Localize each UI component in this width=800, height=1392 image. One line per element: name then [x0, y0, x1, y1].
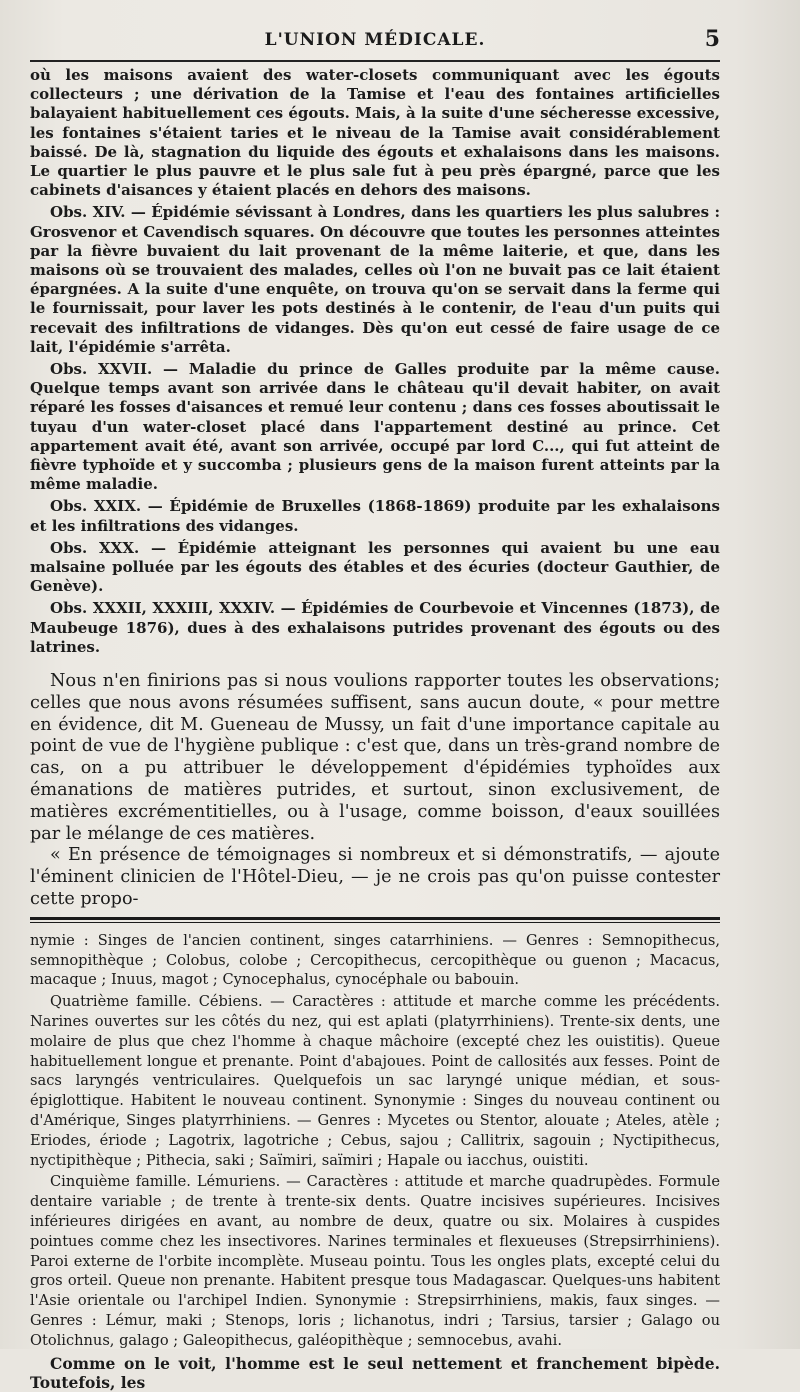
header-rule [30, 60, 720, 62]
closing-line: Comme on le voit, l'homme est le seul nettement et franchement bipède. Toutefois, les [30, 1353, 720, 1392]
page-header [30, 26, 720, 60]
paragraph-intro: où les maisons avaient des water-closets communiquant avec les égouts collecteurs ; une dérivation de la Tamise et l'eau des fontaines artificielles balayaient habituellement ces égouts. Mais, à la suite d'une sécheresse excessive, les fontaines s'étaient taries et le niveau de la Tamise avait considérablement baissé. De là, stagnation du liquide des égouts et exhalaisons dans les maisons. Le quartier le plus pauvre et le plus sale fut à peu près épargné, parce que les cabinets d'aisances y étaient placés en dehors des maisons. [30, 66, 720, 200]
footnote-cebiens: Quatrième famille. Cébiens. — Caractères : attitude et marche comme les précédents. Narines ouvertes sur les côtés du nez, qui est aplati (platyrrhiniens). Trente-six dents, une molaire de plus que chez l'homme à chaque mâchoire (excepté chez les ouistitis). Queue habituellement longue et prenante. Point d'abajoues. Point de callosités aux fesses. Point de sacs laryngés ventriculaires. Quelquefois un sac laryngé unique médian, et sous-épiglottique. Habitent le nouveau continent. Synonymie : Singes du nouveau continent ou d'Amérique, Singes platyrrhiniens. — Genres : Mycetes ou Stentor, alouate ; Ateles, atèle ; Eriodes, ériode ; Lagotrix, lagotriche ; Cebus, sajou ; Callitrix, sagouin ; Nyctipithecus, nyctipithèque ; Pithecia, saki ; Saïmiri, saïmiri ; Hapale ou iacchus, ouistiti. [30, 993, 720, 1169]
footnote-separator [30, 917, 720, 923]
footnote-synonymy: nymie : Singes de l'ancien continent, singes catarrhiniens. — Genres : Semnopithecus, semnopithèque ; Colobus, colobe ; Cercopithecus, cercopithèque ou guenon ; Macacus, macaque ; Inuus, magot ; Cynocephalus, cynocéphale ou babouin. [30, 931, 720, 989]
page-number: 5 [704, 26, 720, 52]
observation-29: Obs. XXIX. — Épidémie de Bruxelles (1868-1869) produite par les exhalaisons et les infiltrations des vidanges. [30, 497, 720, 535]
observation-30: Obs. XXX. — Épidémie atteignant les personnes qui avaient bu une eau malsaine polluée par les égouts des étables et des écuries (docteur Gauthier, de Genève). [30, 538, 720, 596]
footnote-lemuriens: Cinquième famille. Lémuriens. — Caractères : attitude et marche quadrupèdes. Formule dentaire variable ; de trente à trente-six dents. Quatre incisives supérieures. Incisives inférieures dirigées en avant, au nombre de deux, quatre ou six. Molaires à cuspides pointues comme chez les insectivores. Narines terminales et flexueuses (Strepsirrhiniens). Paroi externe de l'orbite incomplète. Museau pointu. Tous les ongles plats, excepté celui du gros orteil. Queue non prenante. Habitent presque tous Madagascar. Quelques-uns habitent l'Asie orientale ou l'archipel Indien. Synonymie : Strepsirrhiniens, makis, faux singes. — Genres : Lémur, maki ; Stenops, loris ; lichanotus, indri ; Tarsius, tarsier ; Galago ou Otolichnus, galago ; Galeopithecus, galéopithèque ; semnocebus, avahi. [30, 1173, 720, 1349]
running-title: L'UNION MÉDICALE. [264, 30, 486, 50]
observation-32-34: Obs. XXXII, XXXIII, XXXIV. — Épidémies de Courbevoie et Vincennes (1873), de Maubeuge 1876), dues à des exhalaisons putrides provenant des égouts ou des latrines. [30, 599, 720, 656]
conclusion-paragraph: Nous n'en finirions pas si nous voulions rapporter toutes les observations; celles que nous avons résumées suffisent, sans aucun doute, « pour mettre en évidence, dit M. Gueneau de Mussy, un fait d'une importance capitale au point de vue de l'hygiène publique : c'est que, dans un très-grand nombre de cas, on a pu attribuer le développement d'épidémies typhoïdes aux émanations de matières putrides, et surtout, sinon exclusivement, de matières excrémentitielles, ou à l'usage, comme boisson, d'eaux souillées par le mélange de ces matières. [30, 671, 720, 844]
quote-paragraph: « En présence de témoignages si nombreux et si démonstratifs, — ajoute l'éminent clinicien de l'Hôtel-Dieu, — je ne crois pas qu'on puisse contester cette propo- [30, 845, 720, 910]
observation-27: Obs. XXVII. — Maladie du prince de Galles produite par la même cause. Quelque temps avant son arrivée dans le château qu'il devait habiter, on avait réparé les fosses d'aisances et remué leur contenu ; dans ces fosses aboutissait le tuyau d'un water-closet placé dans l'appartement destiné au prince. Cet appartement avait été, avant son arrivée, occupé par lord C..., qui fut atteint de fièvre typhoïde et y succomba ; plusieurs gens de la maison furent atteints par la même maladie. [30, 360, 720, 494]
observation-14: Obs. XIV. — Épidémie sévissant à Londres, dans les quartiers les plus salubres : Grosvenor et Cavendisch squares. On découvre que toutes les personnes atteintes par la fièvre buvaient du lait provenant de la même laiterie, et que, dans les maisons où se trouvaient des malades, celles où l'on ne buvait pas ce lait étaient épargnées. A la suite d'une enquête, on trouva qu'on se servait dans la ferme qui le fournissait, pour laver les pots destinés à le contenir, de l'eau d'un puits qui recevait des infiltrations de vidanges. Dès qu'on eut cessé de faire usage de ce lait, l'épidémie s'arrêta. [30, 203, 720, 356]
